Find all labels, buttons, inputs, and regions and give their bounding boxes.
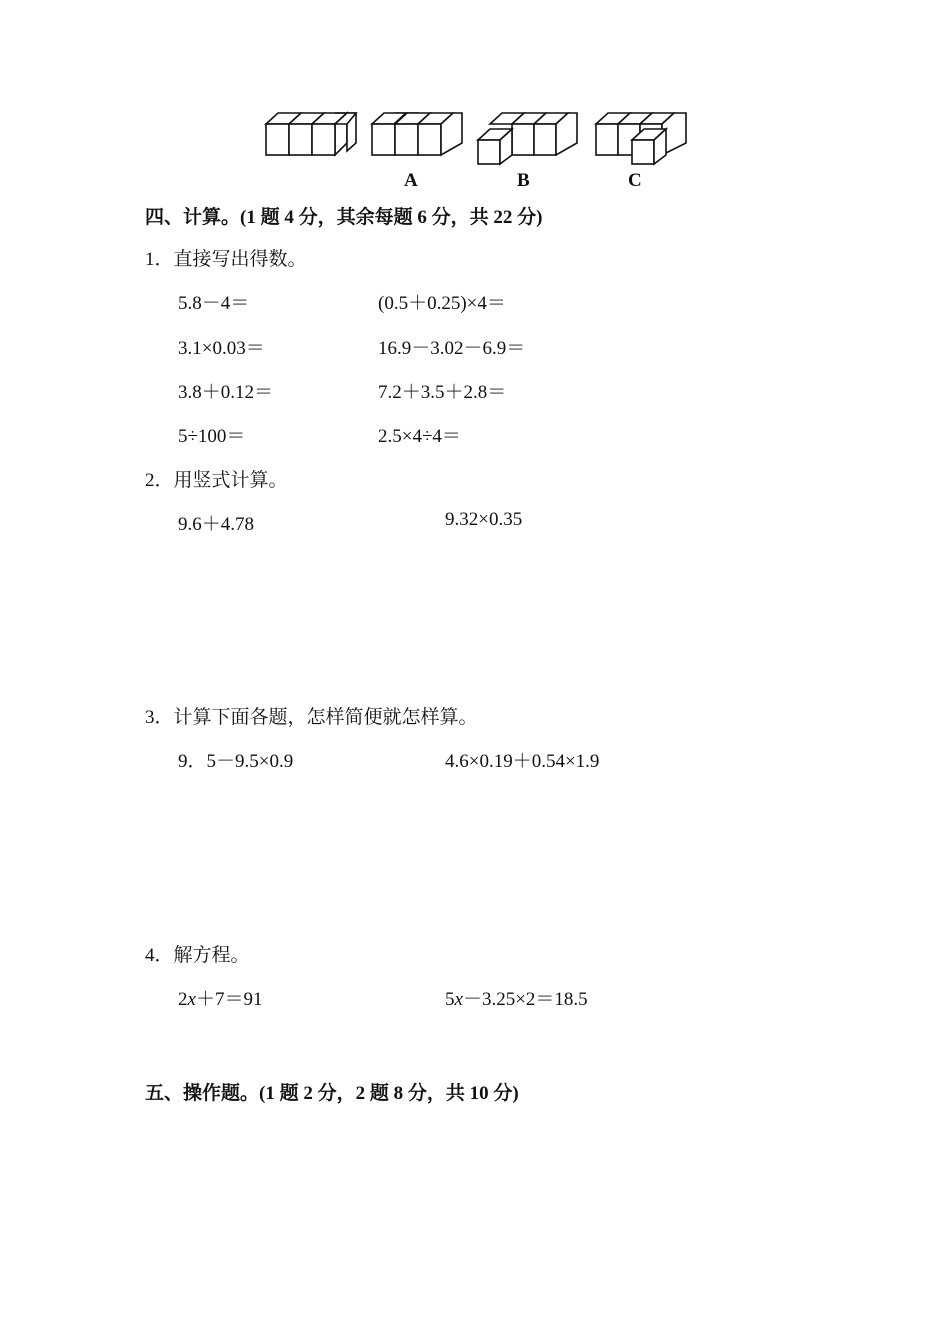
q1-expr-2-right: 16.9－3.02－6.9＝	[378, 338, 526, 359]
figure-label-a: A	[404, 170, 418, 191]
q4-eq1-coef: 2	[178, 989, 188, 1010]
q4-eq2-rest: －3.25×2＝18.5	[462, 989, 588, 1010]
figure-label-c: C	[628, 170, 642, 191]
q1-expr-2-left: 3.1×0.03＝	[178, 338, 265, 359]
section-5-title: 五、操作题。(1 题 2 分，2 题 8 分，共 10 分)	[145, 1083, 519, 1104]
q1-expr-1-right: (0.5＋0.25)×4＝	[378, 293, 506, 314]
q1-expr-3-right: 7.2＋3.5＋2.8＝	[378, 382, 507, 403]
section-4-title: 四、计算。(1 题 4 分，其余每题 6 分，共 22 分)	[145, 207, 543, 228]
q4-eq1-var: x	[187, 989, 196, 1010]
q2-expr-right: 9.32×0.35	[445, 509, 523, 530]
q4-eq2-coef: 5	[445, 989, 455, 1010]
q4-eq1-rest: ＋7＝91	[195, 989, 263, 1010]
q2-title: 2．用竖式计算。	[145, 470, 288, 491]
cube-figure-b	[478, 113, 577, 164]
q3-expr-left: 9．5－9.5×0.9	[178, 751, 294, 772]
cube-figures	[0, 0, 950, 200]
figure-label-b: B	[517, 170, 530, 191]
q4-equation-right	[445, 984, 588, 1011]
cube-figure-a	[372, 113, 462, 155]
q1-expr-1-left: 5.8－4＝	[178, 293, 250, 314]
q2-expr-left: 9.6＋4.78	[178, 514, 255, 535]
q4-title: 4．解方程。	[145, 945, 250, 966]
q1-expr-4-right: 2.5×4÷4＝	[378, 426, 461, 447]
cube-figure-c	[596, 113, 686, 164]
q1-expr-3-left: 3.8＋0.12＝	[178, 382, 274, 403]
cube-figure-original	[266, 113, 356, 155]
q1-title: 1．直接写出得数。	[145, 249, 307, 270]
q3-expr-right: 4.6×0.19＋0.54×1.9	[445, 751, 600, 772]
q4-equation-left	[178, 984, 262, 1011]
q4-eq2-var: x	[454, 989, 463, 1010]
q1-expr-4-left: 5÷100＝	[178, 426, 246, 447]
q3-title: 3．计算下面各题，怎样简便就怎样算。	[145, 707, 478, 728]
